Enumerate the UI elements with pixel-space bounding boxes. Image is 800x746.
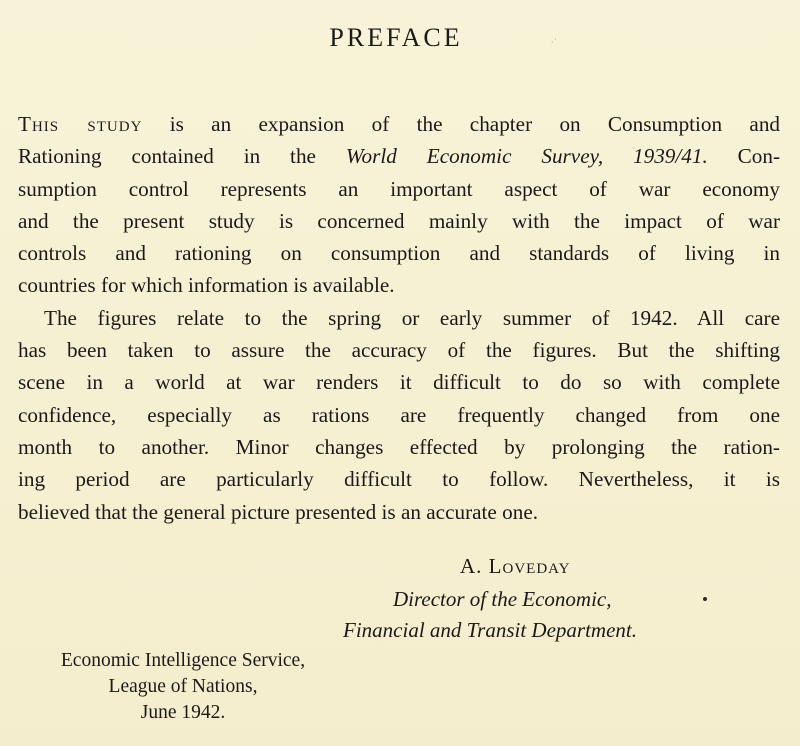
signature-name: A. Loveday <box>460 554 571 578</box>
paragraph1-line-6 <box>18 269 780 301</box>
paragraph1-line-2-start: Rationing contained in the <box>18 144 316 169</box>
preface-body <box>18 108 780 528</box>
page-title: PREFACE <box>329 23 463 52</box>
paragraph2-line-6 <box>18 463 780 495</box>
lead-smallcaps: This study <box>18 112 143 136</box>
paragraph1-line-1-text <box>18 108 780 140</box>
signature-title-line2: Financial and Transit Department. <box>343 618 637 642</box>
origin-line-3: June 1942. <box>140 702 226 723</box>
paragraph1-line-2-end: Con- <box>737 144 781 169</box>
paragraph2-line-5 <box>18 431 780 463</box>
paragraph1-line-5-text: controls and rationing on consumption and standards of living in <box>18 241 780 266</box>
origin-line-1: Economic Intelligence Service, <box>60 650 306 671</box>
paragraph2-line-7 <box>18 496 780 528</box>
paragraph1-line-3-text: sumption control represents an important aspect of war economy <box>18 176 780 201</box>
paragraph2-line-7-text: believed that the general picture presented is an accurate one. <box>18 499 539 524</box>
paragraph1-line-2 <box>18 140 780 172</box>
paper-dot <box>703 597 707 601</box>
origin-block <box>18 648 348 726</box>
paragraph2-line-3-text: scene in a world at war renders it difficult to do so with complete <box>18 370 780 395</box>
paper-speck: ·˙ <box>551 38 558 47</box>
paragraph2-line-4-text: confidence, especially as rations are frequently changed from one <box>18 402 780 427</box>
paragraph2-line-1 <box>18 302 780 334</box>
paragraph1-line-6-text: countries for which information is available. <box>18 273 395 298</box>
paragraph2-line-2 <box>18 334 780 366</box>
paragraph1-line-3 <box>18 173 780 205</box>
paragraph1-line-1 <box>18 108 780 140</box>
paragraph2-line-6-text: ing period are particularly difficult to follow. Nevertheless, it is <box>18 467 780 492</box>
origin-line-2: League of Nations, <box>108 676 258 697</box>
paragraph2-line-3 <box>18 366 780 398</box>
paragraph2-line-2-text: has been taken to assure the accuracy of the figures. But the shifting <box>18 338 780 363</box>
paragraph1-line-4-text: and the present study is concerned mainly with the impact of war <box>18 208 780 233</box>
survey-title: World Economic Survey, 1939/41. <box>345 144 708 169</box>
paragraph2-line-4 <box>18 399 780 431</box>
paragraph1-line-2-text <box>18 140 780 172</box>
paragraph1-line-1-rest: is an expansion of the chapter on Consumption and <box>169 112 781 136</box>
paragraph1-line-5 <box>18 237 780 269</box>
paragraph1-line-4 <box>18 205 780 237</box>
paragraph2-line-5-text: month to another. Minor changes effected by prolonging the ration- <box>18 434 780 459</box>
signature-title-line1: Director of the Economic, <box>393 587 612 611</box>
paragraph2-line-1-text: The figures relate to the spring or early summer of 1942. All care <box>44 305 780 330</box>
